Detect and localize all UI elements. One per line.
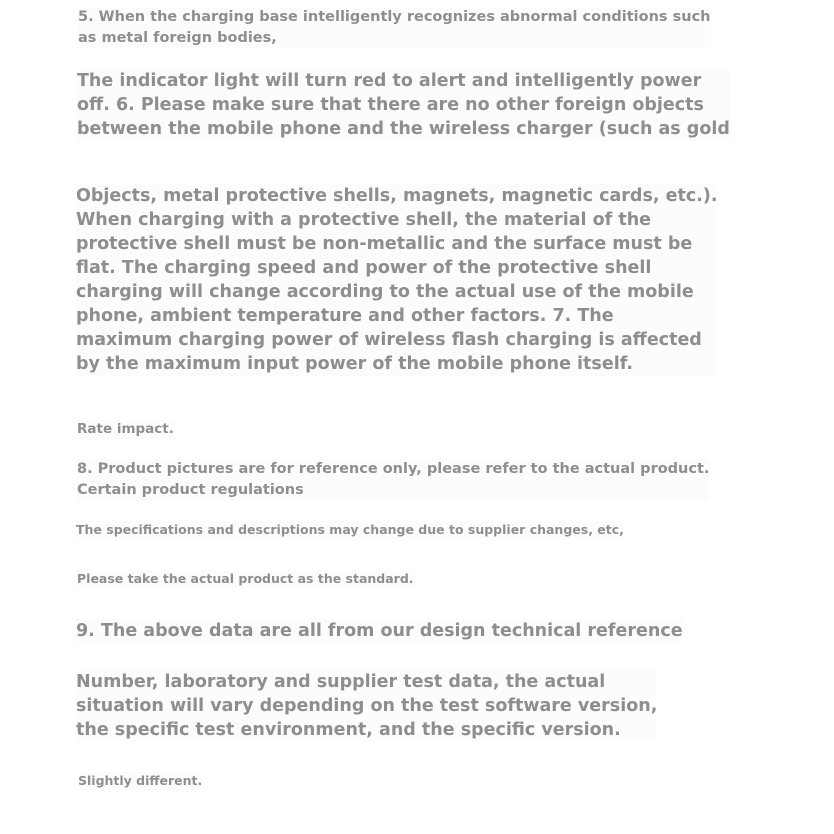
paragraph-slightly-different	[78, 772, 202, 790]
paragraph-specifications	[76, 521, 624, 539]
paragraph-9	[76, 619, 683, 643]
text-line: 9. The above data are all from our design technical reference	[76, 621, 683, 641]
paragraph-5-intro	[78, 7, 711, 49]
text-line: the specific test environment, and the specific version.	[76, 720, 621, 740]
text-line: Please take the actual product as the standard.	[77, 571, 414, 586]
text-line: 8. Product pictures are for reference only, please refer to the actual product.	[77, 461, 710, 477]
text-line: When charging with a protective shell, the material of the	[76, 210, 652, 230]
text-line: Number, laboratory and supplier test data, the actual	[76, 672, 606, 692]
text-line: maximum charging power of wireless flash charging is affected	[76, 330, 702, 350]
text-line: Slightly different.	[78, 773, 203, 788]
text-line: Rate impact.	[77, 421, 174, 437]
text-line: situation will vary depending on the test software version,	[76, 696, 658, 716]
text-line: by the maximum input power of the mobile phone itself.	[76, 354, 634, 374]
text-line: Objects, metal protective shells, magnets, magnetic cards, etc.).	[76, 186, 718, 206]
text-line: charging will change according to the actual use of the mobile	[76, 282, 694, 302]
text-line: The indicator light will turn red to alert and intelligently power	[77, 71, 702, 91]
text-line: Certain product regulations	[77, 482, 304, 498]
text-line: between the mobile phone and the wireless charger (such as gold	[77, 119, 730, 139]
paragraph-8	[77, 459, 709, 501]
paragraph-indicator-and-6	[77, 69, 730, 141]
paragraph-rate-impact	[77, 420, 174, 439]
text-line: phone, ambient temperature and other factors. 7. The	[76, 306, 614, 326]
text-line: as metal foreign bodies,	[78, 30, 277, 46]
text-line: flat. The charging speed and power of the protective shell	[76, 258, 652, 278]
text-line: protective shell must be non-metallic and the surface must be	[76, 234, 693, 254]
text-line: The specifications and descriptions may change due to supplier changes, etc,	[76, 522, 624, 537]
text-line: 5. When the charging base intelligently recognizes abnormal conditions such	[78, 9, 711, 25]
text-line: off. 6. Please make sure that there are no other foreign objects	[77, 95, 704, 115]
paragraph-test-data	[76, 670, 657, 742]
paragraph-actual-product	[77, 570, 414, 588]
paragraph-objects-and-7	[76, 184, 718, 376]
